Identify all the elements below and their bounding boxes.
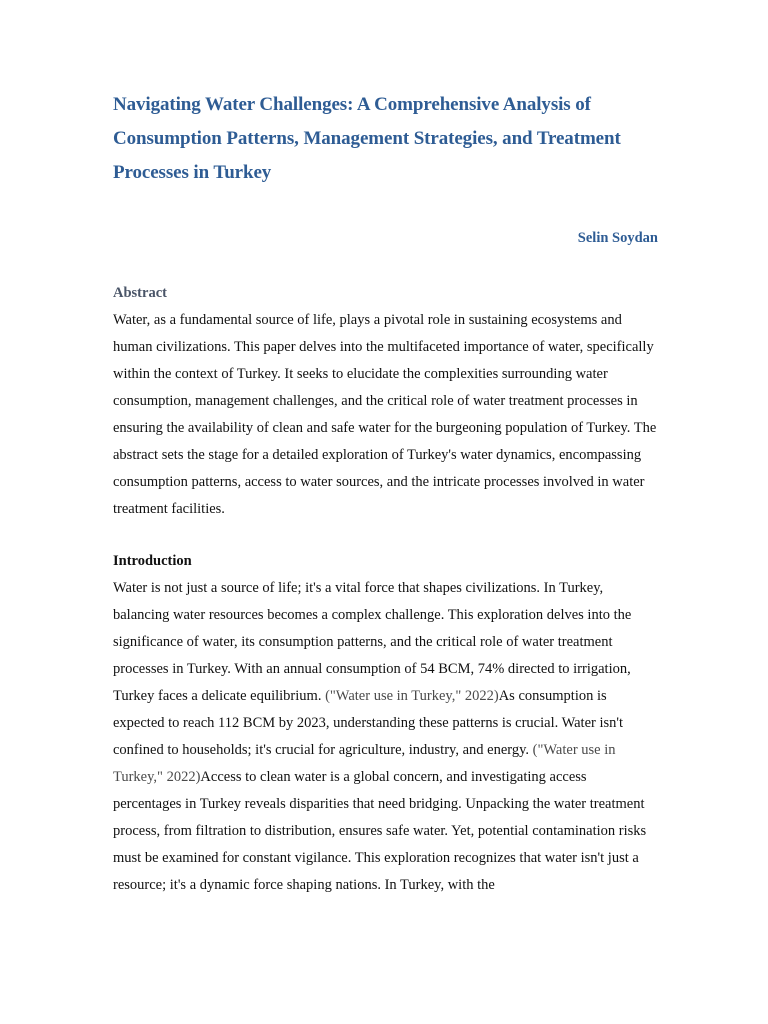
introduction-heading: Introduction: [113, 553, 192, 569]
introduction-text-part-2: As consumption is expected to reach 112 BCM by 2023, understanding these patterns is crucial. Water isn't confined to households; it's crucial for agriculture, industry, and energy.: [113, 688, 624, 758]
citation-2: ("Water use in Turkey," 2022): [113, 742, 616, 785]
citation-1: ("Water use in Turkey," 2022): [325, 688, 499, 704]
introduction-text-part-3: Access to clean water is a global concern, and investigating access percentages in Turkey reveals disparities that need bridging. Unpacking the water treatment process, from filtration to distribution, ensures safe water. Yet, potential contamination risks must be examined for constant vigilance. This exploration recognizes that water isn't just a resource; it's a dynamic force shaping nations. In Turkey, with the: [113, 769, 647, 893]
paper-title: Navigating Water Challenges: A Comprehensive Analysis of Consumption Patterns, Management Strategies, and Treatment Processes in Turkey: [113, 94, 621, 183]
author-name: Selin Soydan: [577, 230, 658, 246]
abstract-heading: Abstract: [113, 285, 167, 301]
introduction-text: [113, 575, 658, 899]
abstract-text: Water, as a fundamental source of life, plays a pivotal role in sustaining ecosystems and human civilizations. This paper delves into the multifaceted importance of water, specifically within the context of Turkey. It seeks to elucidate the complexities surrounding water consumption, management challenges, and the critical role of water treatment processes in ensuring the availability of clean and safe water for the burgeoning population of Turkey. The abstract sets the stage for a detailed exploration of Turkey's water dynamics, encompassing consumption patterns, access to water sources, and the intricate processes involved in water treatment facilities.: [113, 312, 657, 517]
introduction-text-part-1: Water is not just a source of life; it's a vital force that shapes civilizations. In Turkey, balancing water resources becomes a complex challenge. This exploration delves into the significance of water, its consumption patterns, and the critical role of water treatment processes in Turkey. With an annual consumption of 54 BCM, 74% directed to irrigation, Turkey faces a delicate equilibrium.: [113, 580, 632, 704]
paper-page: [113, 88, 658, 899]
